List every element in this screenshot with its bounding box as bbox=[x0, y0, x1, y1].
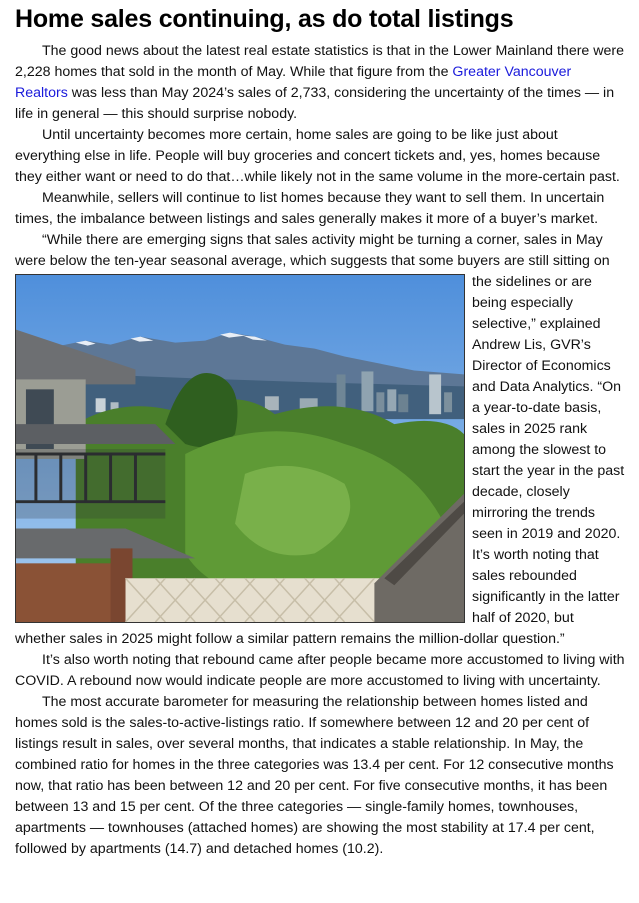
paragraph-1-text-a: The good news about the latest real estate statistics is that in the Lower Mainland there were 2,228 homes that sold in the month of May. While that figure from the bbox=[15, 43, 625, 80]
greater-vancouver-realtors-link[interactable]: Greater Vancouver Realtors bbox=[15, 64, 572, 101]
paragraph-2: Until uncertainty becomes more certain, home sales are going to be like just about everything else in life. People will buy groceries and concert tickets and, yes, homes because they either want or need to do that…while likely not in the same volume in the more-certain past. bbox=[15, 127, 620, 185]
paragraph-1 bbox=[15, 41, 626, 125]
photo-illustration bbox=[16, 275, 464, 622]
vancouver-skyline-photo bbox=[15, 274, 465, 623]
paragraph-3: Meanwhile, sellers will continue to list homes because they want to sell them. In uncertain times, the imbalance between listings and sales generally makes it more of a buyer’s market. bbox=[15, 190, 605, 227]
paragraph-6: The most accurate barometer for measuring the relationship between homes listed and homes sold is the sales-to-active-listings ratio. If somewhere between 12 and 20 per cent of listings result in sales, over several months, that indicates a stable relationship. In May, the combined ratio for homes in the three categories was 13.4 per cent. For 12 consecutive months now, that ratio has been between 12 and 20 per cent. For five consecutive months, it has been between 13 and 15 per cent. Of the three categories — single-family homes, townhouses, apartments — townhouses (attached homes) are showing the most stability at 17.4 per cent, followed by apartments (14.7) and detached homes (10.2). bbox=[15, 694, 614, 857]
paragraph-4-wrap: the sidelines or are being especially selective,” explained Andrew Lis, GVR’s Director of Economics and Data Analytics. “On a year-to-date basis, sales in 2025 rank among the slowest to start the year in the past decade, closely mirroring the trends seen in 2019 and 2020. It’s worth noting that sales rebounded significantly in the latter half of 2020, but whether sales in 2025 might follow a similar pattern remains the million-dollar question.” bbox=[15, 274, 625, 647]
paragraph-4-lead: “While there are emerging signs that sales activity might be turning a corner, sales in May were below the ten-year seasonal average, which suggests that some buyers are still sitting on bbox=[15, 232, 610, 269]
paragraph-1-text-b: was less than May 2024’s sales of 2,733, considering the uncertainty of the times — in life in general — this should surprise nobody. bbox=[15, 85, 615, 122]
paragraph-5: It’s also worth noting that rebound came after people became more accustomed to living with COVID. A rebound now would indicate people are more accustomed to living with uncertainty. bbox=[15, 652, 625, 689]
article-title: Home sales continuing, as do total listings bbox=[15, 5, 514, 33]
